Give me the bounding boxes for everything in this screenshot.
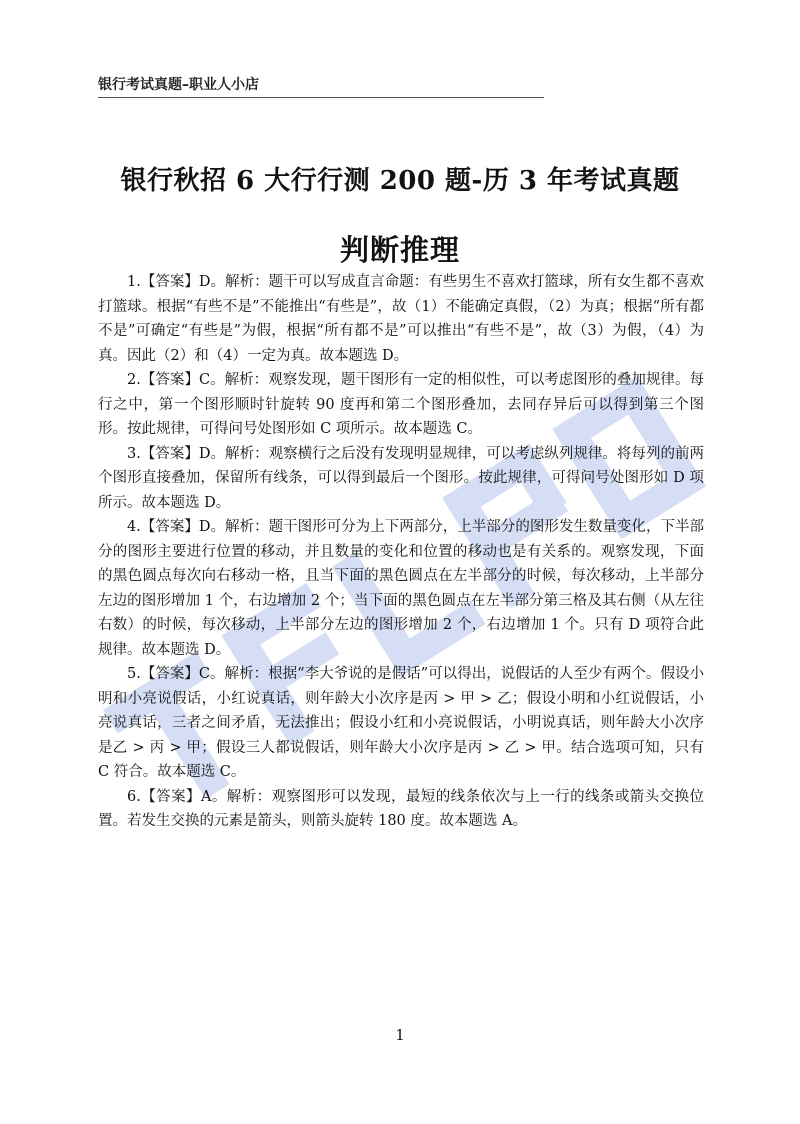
answer-paragraph-3: 3.【答案】D。解析：观察横行之后没有发现明显规律，可以考虑纵列规律。将每列的前两个图形直接叠加，保留所有线条，可以得到最后一个图形。按此规律，可得问号处图形如 D 项所示。故本题选 D。 — [98, 445, 704, 511]
page-header: 银行考试真题–职业人小店 — [98, 77, 259, 93]
section-title: 判断推理 — [339, 233, 460, 267]
document-title: 银行秋招 6 大行行测 200 题-历 3 年考试真题 — [120, 166, 680, 196]
page-number: 1 — [395, 1026, 405, 1044]
answer-content — [98, 270, 704, 834]
answer-paragraph-6: 6.【答案】A。解析：观察图形可以发现，最短的线条依次与上一行的线条或箭头交换位置。若发生交换的元素是箭头，则箭头旋转 180 度。故本题选 A。 — [98, 788, 704, 829]
answer-paragraph-5: 5.【答案】C。解析：根据“李大爷说的是假话”可以得出，说假话的人至少有两个。假设小明和小亮说假话，小红说真话，则年龄大小次序是丙 > 甲 > 乙；假设小明和小红说假话，小亮说真话，三者之间矛盾，无法推出；假设小红和小亮说假话，小明说真话，则年龄大小次序是乙 > 丙 > 甲；假设三人都说假话，则年龄大小次序是丙 > 乙 > 甲。结合选项可知，只有 C 符合。故本题选 C。 — [98, 666, 704, 780]
answer-paragraph-4: 4.【答案】D。解析：题干图形可分为上下两部分，上半部分的图形发生数量变化，下半部分的图形主要进行位置的移动，并且数量的变化和位置的移动也是有关系的。观察发现，下面的黑色圆点每次向右移动一格，且当下面的黑色圆点在左半部分的时候，每次移动，上半部分左边的图形增加 1 个，右边增加 2 个；当下面的黑色圆点在左半部分第三格及其右侧（从左往右数）的时候，每次移动，上半部分左边的图形增加 2 个，右边增加 1 个。只有 D 项符合此规律。故本题选 D。 — [98, 519, 704, 658]
answer-paragraph-1: 1.【答案】D。解析：题干可以写成直言命题：有些男生不喜欢打篮球，所有女生都不喜欢打篮球。根据“有些不是”不能推出“有些是”，故（1）不能确定真假，（2）为真；根据“所有都不是”可确定“有些是”为假，根据“所有都不是”可以推出“有些不是”，故（3）为假，（4）为真。因此（2）和（4）一定为真。故本题选 D。 — [98, 274, 704, 364]
header-divider — [98, 97, 544, 98]
answer-paragraph-2: 2.【答案】C。解析：观察发现，题干图形有一定的相似性，可以考虑图形的叠加规律。每行之中，第一个图形顺时针旋转 90 度再和第二个图形叠加，去同存异后可以得到第三个图形。按此规律，可得问号处图形如 C 项所示。故本题选 C。 — [98, 372, 704, 437]
